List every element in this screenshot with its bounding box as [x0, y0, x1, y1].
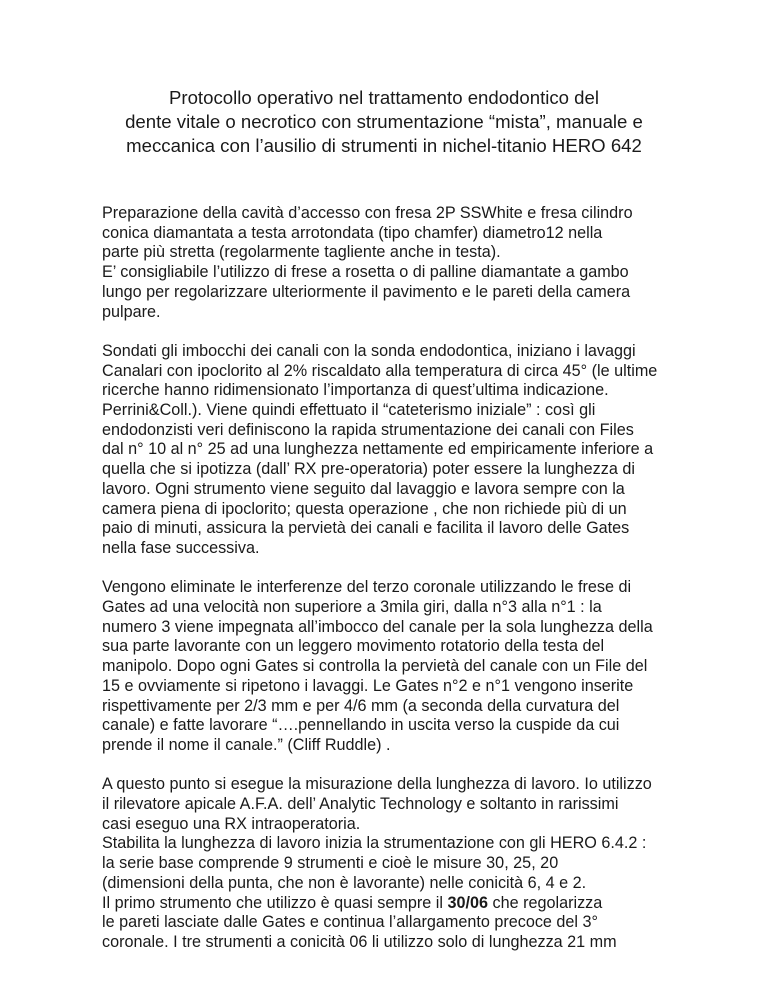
text-line: conica diamantata a testa arrotondata (tipo chamfer) diametro12 nella [102, 223, 603, 242]
document-title [0, 86, 768, 158]
text-line: 15 e ovviamente si ripetono i lavaggi. Le Gates n°2 e n°1 vengono inserite [102, 676, 634, 695]
text-line: (dimensioni della punta, che non è lavorante) nelle conicità 6, 4 e 2. [102, 873, 587, 892]
paragraph-working-length [102, 775, 742, 952]
document-body [102, 204, 742, 972]
text-line: A questo punto si esegue la misurazione della lunghezza di lavoro. Io utilizzo [102, 775, 652, 794]
text-line: il rilevatore apicale A.F.A. dell’ Analytic Technology e soltanto in rarissimi [102, 795, 619, 814]
text-line: pulpare. [102, 302, 161, 321]
text-line: lungo per regolarizzare ulteriormente il pavimento e le pareti della camera [102, 282, 631, 301]
paragraph-access-cavity [102, 204, 742, 322]
text-run: Il primo strumento che utilizzo è quasi sempre il [102, 893, 448, 912]
title-line: dente vitale o necrotico con strumentazione “mista”, manuale e [125, 111, 643, 132]
text-line: Sondati gli imbocchi dei canali con la sonda endodontica, iniziano i lavaggi [102, 341, 636, 360]
paragraph-gates [102, 578, 742, 755]
text-line: Stabilita la lunghezza di lavoro inizia la strumentazione con gli HERO 6.4.2 : [102, 834, 647, 853]
bold-instrument-size: 30/06 [447, 893, 488, 912]
text-line: E’ consigliabile l’utilizzo di frese a rosetta o di palline diamantate a gambo [102, 263, 629, 282]
text-line: manipolo. Dopo ogni Gates si controlla la pervietà del canale con un File del [102, 657, 648, 676]
text-line: casi eseguo una RX intraoperatoria. [102, 814, 361, 833]
text-line: paio di minuti, assicura la pervietà dei canali e facilita il lavoro delle Gates [102, 519, 630, 538]
text-line: numero 3 viene impegnata all’imbocco del canale per la sola lunghezza della [102, 617, 653, 636]
text-line: rispettivamente per 2/3 mm e per 4/6 mm (a seconda della curvatura del [102, 696, 620, 715]
text-run: che regolarizza [488, 893, 603, 912]
text-line: Gates ad una velocità non superiore a 3mila giri, dalla n°3 alla n°1 : la [102, 598, 602, 617]
text-line: parte più stretta (regolarmente tagliente anche in testa). [102, 243, 501, 262]
text-line-with-bold [102, 894, 742, 914]
text-line: la serie base comprende 9 strumenti e cioè le misure 30, 25, 20 [102, 854, 559, 873]
text-line: Canalari con ipoclorito al 2% riscaldato alla temperatura di circa 45° (le ultime [102, 361, 658, 380]
text-line: endodonzisti veri definiscono la rapida strumentazione dei canali con Files [102, 420, 634, 439]
text-line: quella che si ipotizza (dall’ RX pre-operatoria) poter essere la lunghezza di [102, 460, 635, 479]
text-line: Perrini&Coll.). Viene quindi effettuato il “cateterismo iniziale” : così gli [102, 401, 596, 420]
text-line: Vengono eliminate le interferenze del terzo coronale utilizzando le frese di [102, 578, 632, 597]
title-line: Protocollo operativo nel trattamento endodontico del [169, 87, 599, 108]
text-line: canale) e fatte lavorare “….pennellando in uscita verso la cuspide da cui [102, 716, 620, 735]
title-line: meccanica con l’ausilio di strumenti in nichel-titanio HERO 642 [126, 135, 642, 156]
paragraph-irrigation [102, 342, 742, 559]
text-line: Preparazione della cavità d’accesso con fresa 2P SSWhite e fresa cilindro [102, 204, 633, 222]
text-line: nella fase successiva. [102, 538, 260, 557]
text-line: sua parte lavorante con un leggero movimento rotatorio della testa del [102, 637, 605, 656]
text-line: ricerche hanno ridimensionato l’importanza di quest’ultima indicazione. [102, 381, 609, 400]
text-line: lavoro. Ogni strumento viene seguito dal lavaggio e lavora sempre con la [102, 479, 625, 498]
text-line: prende il nome il canale.” (Cliff Ruddle) . [102, 735, 391, 754]
text-line: camera piena di ipoclorito; questa operazione , che non richiede più di un [102, 499, 627, 518]
text-line: coronale. I tre strumenti a conicità 06 li utilizzo solo di lunghezza 21 mm [102, 932, 617, 951]
text-line: dal n° 10 al n° 25 ad una lunghezza nettamente ed empiricamente inferiore a [102, 440, 654, 459]
text-line: le pareti lasciate dalle Gates e continua l’allargamento precoce del 3° [102, 913, 598, 932]
